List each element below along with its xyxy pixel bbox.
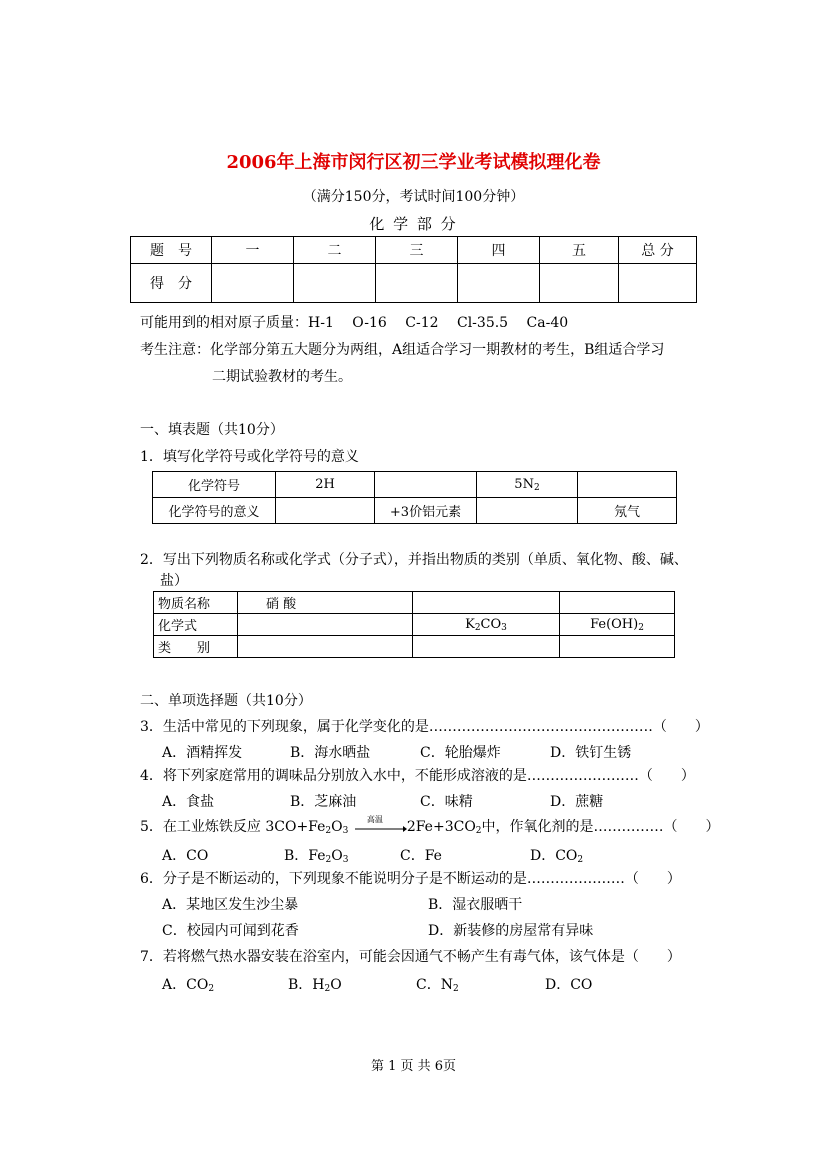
q6-option-c: C．校园内可闻到花香: [162, 923, 299, 939]
q1-stem: 1．填写化学符号或化学符号的意义: [140, 449, 359, 465]
score-cell: [540, 264, 619, 303]
q6-option-d: D．新装修的房屋常有异味: [428, 923, 594, 939]
q2-stem-line2: 盐）: [160, 573, 188, 589]
score-table: [130, 236, 697, 303]
q1-cell: [375, 472, 477, 498]
part1-heading: 一、填表题（共10分）: [140, 422, 284, 438]
q5-option-c: C．Fe: [400, 848, 442, 864]
q6-option-b: B．湿衣服晒干: [428, 897, 523, 913]
score-cell: [619, 264, 697, 303]
exam-subtitle: （满分150分，考试时间100分钟）: [302, 189, 525, 205]
q7-option-b: B．$H_2O$: [288, 977, 342, 994]
q1-cell: [578, 472, 677, 498]
score-header: 三: [376, 237, 458, 264]
q1-row2-label: 化学符号的意义: [153, 498, 276, 524]
notice-line1: 考生注意：化学部分第五大题分为两组，A组适合学习一期教材的考生，B组适合学习: [140, 342, 665, 358]
q3-stem: 3．生活中常见的下列现象，属于化学变化的是…………………………………………（ ）: [140, 719, 709, 735]
q1-cell: 氖气: [578, 498, 677, 524]
score-header: 五: [540, 237, 619, 264]
q2-row3-label: 类 别: [154, 636, 238, 658]
q6-option-a: A．某地区发生沙尘暴: [162, 897, 299, 913]
q7-option-c: C．$N_2$: [416, 977, 459, 994]
q5-stem: 5．在工业炼铁反应 $3CO+Fe_2O_3$ 高温 $2Fe+3CO_2$中，作氧化剂的是……………（ ）: [140, 815, 720, 836]
q2-row1-label: 物质名称: [154, 592, 238, 614]
score-cell: [294, 264, 376, 303]
score-header: 二: [294, 237, 376, 264]
score-header: 题 号: [131, 237, 212, 264]
q1-cell: +3价铝元素: [375, 498, 477, 524]
reaction-arrow: 高温: [353, 820, 407, 834]
score-row-label: 得 分: [131, 264, 212, 303]
part2-heading: 二、单项选择题（共10分）: [140, 693, 312, 709]
q7-stem: 7．若将燃气热水器安装在浴室内，可能会因通气不畅产生有毒气体，该气体是（ ）: [140, 949, 681, 965]
score-header: 四: [458, 237, 540, 264]
q4-option-c: C．味精: [420, 794, 473, 810]
q4-option-a: A．食盐: [162, 794, 215, 810]
q4-option-b: B．芝麻油: [290, 794, 357, 810]
exam-title: 2006年上海市闵行区初三学业考试模拟理化卷: [226, 152, 601, 173]
q7-option-a: A．$CO_2$: [162, 977, 215, 994]
q1-cell: 2H: [276, 472, 375, 498]
q2-cell: [413, 636, 560, 658]
notice-line2: 二期试验教材的考生。: [212, 369, 352, 385]
atomic-masses: 可能用到的相对原子质量：H-1 O-16 C-12 Cl-35.5 Ca-40: [140, 315, 569, 331]
score-header: 总 分: [619, 237, 697, 264]
q4-stem: 4．将下列家庭常用的调味品分别放入水中，不能形成溶液的是……………………（ ）: [140, 768, 695, 784]
q5-option-d: D．$CO_2$: [530, 848, 584, 865]
score-header: 一: [212, 237, 294, 264]
q2-table: [153, 591, 675, 658]
q4-option-d: D．蔗糖: [550, 794, 604, 810]
q2-cell: 硝 酸: [238, 592, 413, 614]
q6-stem: 6．分子是不断运动的，下列现象不能说明分子是不断运动的是…………………（ ）: [140, 871, 681, 887]
q3-option-a: A．酒精挥发: [162, 745, 243, 761]
q2-cell: [560, 636, 675, 658]
score-cell: [212, 264, 294, 303]
q1-cell: [477, 498, 578, 524]
q2-cell: [238, 636, 413, 658]
section-title: 化 学 部 分: [369, 215, 458, 233]
q3-option-b: B．海水晒盐: [290, 745, 371, 761]
q2-cell: $Fe(OH)_2$: [560, 614, 675, 636]
score-cell: [376, 264, 458, 303]
q2-cell: [238, 614, 413, 636]
q1-row1-label: 化学符号: [153, 472, 276, 498]
q2-stem-line1: 2．写出下列物质名称或化学式（分子式），并指出物质的类别（单质、氧化物、酸、碱、: [140, 552, 688, 568]
q5-option-a: A．CO: [162, 848, 209, 864]
q3-option-c: C．轮胎爆炸: [420, 745, 501, 761]
q1-cell: $5N_2$: [477, 472, 578, 498]
q2-cell: [560, 592, 675, 614]
q2-cell: [413, 592, 560, 614]
q2-row2-label: 化学式: [154, 614, 238, 636]
q3-option-d: D．铁钉生锈: [550, 745, 632, 761]
q1-table: [152, 471, 677, 524]
score-cell: [458, 264, 540, 303]
page-footer: 第 1 页 共 6页: [370, 1059, 457, 1074]
q5-option-b: B．$Fe_2O_3$: [284, 848, 349, 865]
q1-cell: [276, 498, 375, 524]
q7-option-d: D．CO: [545, 977, 593, 993]
q2-cell: $K_2CO_3$: [413, 614, 560, 636]
